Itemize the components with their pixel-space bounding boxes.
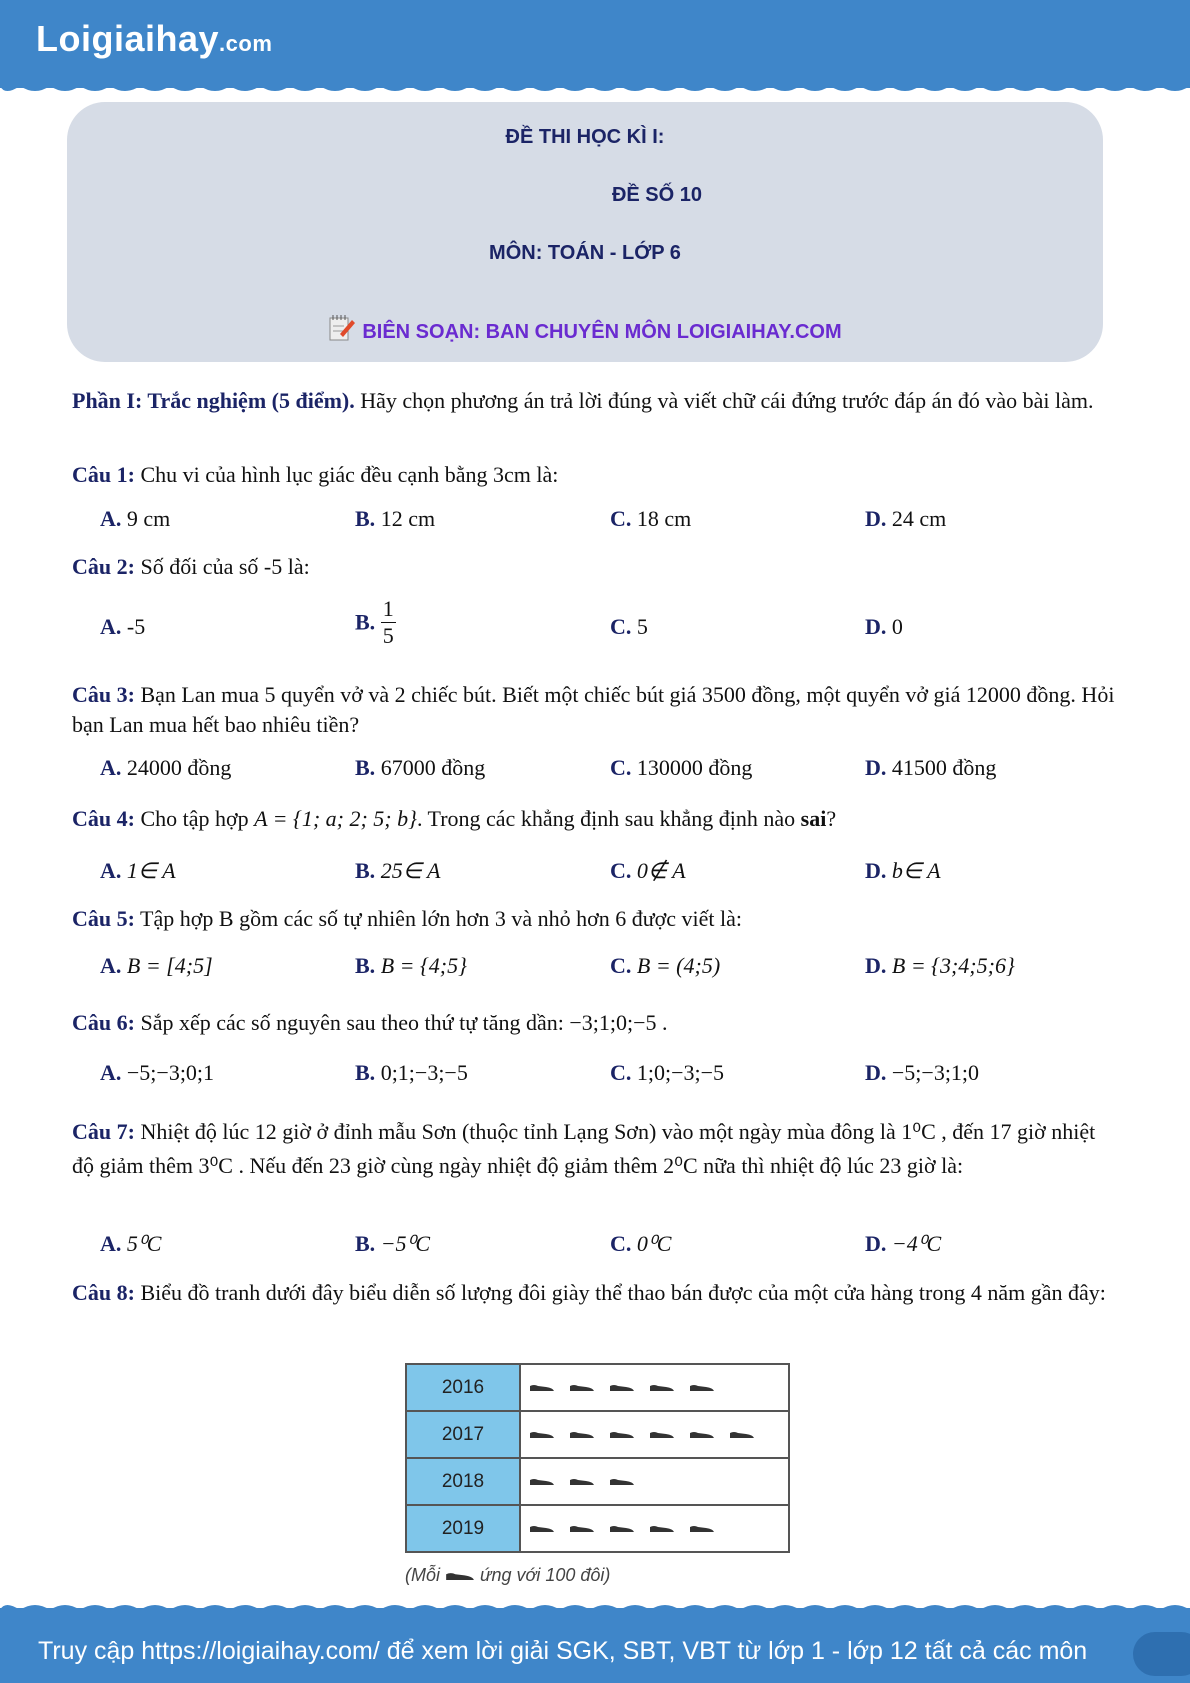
option-key: D. xyxy=(865,1060,887,1085)
caption-suffix: ứng với 100 đôi) xyxy=(480,1565,611,1585)
pictograph-table xyxy=(405,1363,790,1553)
option-c[interactable] xyxy=(610,953,720,979)
option-key: C. xyxy=(610,1060,632,1085)
option-value: 9 cm xyxy=(121,506,171,531)
option-value: 24000 đồng xyxy=(121,755,232,780)
option-value: 24 cm xyxy=(886,506,947,531)
set-expression: A = {1; a; 2; 5; b} xyxy=(254,806,417,831)
shoe-icon xyxy=(689,1430,715,1439)
pictograph-row xyxy=(406,1505,789,1552)
exam-title: ĐỀ THI HỌC KÌ I: xyxy=(505,126,665,148)
option-key: D. xyxy=(865,1231,887,1256)
option-value: −4⁰C xyxy=(886,1231,942,1256)
shoe-icon xyxy=(569,1383,595,1392)
question-text: Số đối của số -5 là: xyxy=(134,554,310,579)
pictograph-shoes xyxy=(520,1505,789,1552)
question-7 xyxy=(72,1115,1122,1183)
exam-subject: MÔN: TOÁN - LỚP 6 xyxy=(489,242,681,264)
option-key: B. xyxy=(355,755,376,780)
option-a[interactable] xyxy=(100,506,170,532)
option-value: B = {3;4;5;6} xyxy=(886,953,1015,978)
fraction-numerator: 1 xyxy=(382,596,394,621)
logo-domain: .com xyxy=(219,31,273,56)
options-q7 xyxy=(100,1231,1120,1261)
shoe-icon xyxy=(445,1570,475,1582)
option-key: A. xyxy=(100,755,122,780)
option-value: −5;−3;1;0 xyxy=(886,1060,980,1085)
option-a[interactable] xyxy=(100,614,145,640)
option-value: b∈ A xyxy=(886,858,941,883)
option-key: A. xyxy=(100,1060,122,1085)
option-key: B. xyxy=(355,953,376,978)
option-a[interactable] xyxy=(100,953,213,979)
question-8 xyxy=(72,1278,1122,1308)
shoe-icon xyxy=(689,1383,715,1392)
option-a[interactable] xyxy=(100,755,231,781)
question-text: Sắp xếp các số nguyên sau theo thứ tự tăng dần: −3;1;0;−5 . xyxy=(134,1010,668,1035)
emphasis-word: sai xyxy=(800,806,827,831)
option-a[interactable] xyxy=(100,858,176,884)
question-label: Câu 2: xyxy=(72,554,135,579)
header-wave xyxy=(0,78,1190,98)
exam-editor xyxy=(67,312,1103,344)
pictograph-shoes xyxy=(520,1411,789,1458)
option-d[interactable] xyxy=(865,858,941,884)
option-value: 0⁰C xyxy=(631,1231,672,1256)
option-b[interactable] xyxy=(355,755,485,781)
option-value: 0∉ A xyxy=(631,858,686,883)
pictograph-year: 2016 xyxy=(406,1364,520,1411)
question-text: . Trong các khẳng định sau khẳng định nào xyxy=(416,806,801,831)
option-key: A. xyxy=(100,614,122,639)
option-c[interactable] xyxy=(610,1231,671,1257)
shoe-icon xyxy=(609,1430,635,1439)
option-key: D. xyxy=(865,953,887,978)
options-q3 xyxy=(100,755,1120,785)
option-key: A. xyxy=(100,858,122,883)
caption-prefix: (Mỗi xyxy=(405,1565,440,1585)
question-text: Bạn Lan mua 5 quyển vở và 2 chiếc bút. Biết một chiếc bút giá 3500 đồng, một quyển vở giá 12000 đồng. Hỏi bạn Lan mua hết bao nhiêu tiền? xyxy=(72,682,1115,737)
pictograph-row xyxy=(406,1458,789,1505)
shoe-icon xyxy=(529,1524,555,1533)
option-value: 5⁰C xyxy=(121,1231,162,1256)
pictograph-caption xyxy=(405,1565,610,1586)
fraction-denominator: 5 xyxy=(382,623,394,648)
question-6 xyxy=(72,1008,1122,1038)
question-label: Câu 3: xyxy=(72,682,135,707)
question-label: Câu 5: xyxy=(72,906,135,931)
option-key: B. xyxy=(355,1060,376,1085)
option-key: D. xyxy=(865,858,887,883)
option-d[interactable] xyxy=(865,506,946,532)
pictograph-shoes xyxy=(520,1364,789,1411)
question-label: Câu 7: xyxy=(72,1119,135,1144)
question-text: Nhiệt độ lúc 12 giờ ở đỉnh mẫu Sơn (thuộc tỉnh Lạng Sơn) vào một ngày mùa đông là 1⁰C , đến 17 giờ nhiệt độ giảm thêm 3⁰C . Nếu đến 23 giờ cùng ngày nhiệt độ giảm thêm 2⁰C nữa thì nhiệt độ lúc 23 giờ là: xyxy=(72,1119,1096,1178)
option-key: A. xyxy=(100,506,122,531)
option-key: B. xyxy=(355,609,376,635)
editor-text: BIÊN SOẠN: BAN CHUYÊN MÔN LOIGIAIHAY.COM xyxy=(362,321,842,343)
question-3 xyxy=(72,680,1122,740)
pictograph-year: 2018 xyxy=(406,1458,520,1505)
question-text: Cho tập hợp xyxy=(134,806,255,831)
option-key: B. xyxy=(355,858,376,883)
question-text: Chu vi của hình lục giác đều cạnh bằng 3cm là: xyxy=(134,462,559,487)
option-key: D. xyxy=(865,755,887,780)
site-header xyxy=(0,0,1190,88)
options-q2 xyxy=(100,596,1120,648)
option-b[interactable] xyxy=(355,1060,468,1086)
option-b[interactable] xyxy=(355,596,396,649)
fraction xyxy=(381,596,396,649)
pictograph-shoes xyxy=(520,1458,789,1505)
option-value: 18 cm xyxy=(631,506,692,531)
option-key: A. xyxy=(100,1231,122,1256)
option-key: C. xyxy=(610,755,632,780)
option-a[interactable] xyxy=(100,1060,214,1086)
option-value: 67000 đồng xyxy=(375,755,486,780)
site-logo[interactable] xyxy=(36,18,272,60)
section-label: Phần I: Trắc nghiệm (5 điểm). xyxy=(72,388,355,413)
pictograph-year: 2017 xyxy=(406,1411,520,1458)
option-value: 41500 đồng xyxy=(886,755,997,780)
question-5 xyxy=(72,904,1122,934)
shoe-icon xyxy=(609,1477,635,1486)
options-q1 xyxy=(100,506,1120,536)
shoe-icon xyxy=(649,1524,675,1533)
shoe-icon xyxy=(729,1430,755,1439)
question-text: ? xyxy=(826,806,837,831)
shoe-icon xyxy=(609,1524,635,1533)
option-value: 25∈ A xyxy=(375,858,441,883)
option-value: 1∈ A xyxy=(121,858,176,883)
option-key: C. xyxy=(610,1231,632,1256)
exam-title-box xyxy=(67,102,1103,362)
option-c[interactable] xyxy=(610,1060,724,1086)
option-d[interactable] xyxy=(865,614,903,640)
option-c[interactable] xyxy=(610,614,648,640)
pictograph-year: 2019 xyxy=(406,1505,520,1552)
question-label: Câu 1: xyxy=(72,462,135,487)
option-key: B. xyxy=(355,1231,376,1256)
question-4 xyxy=(72,804,1122,834)
question-label: Câu 8: xyxy=(72,1280,135,1305)
option-value: B = [4;5] xyxy=(121,953,213,978)
option-value: 0;1;−3;−5 xyxy=(375,1060,468,1085)
question-2 xyxy=(72,552,1122,582)
question-label: Câu 6: xyxy=(72,1010,135,1035)
shoe-icon xyxy=(569,1430,595,1439)
option-value: 130000 đồng xyxy=(631,755,753,780)
option-key: B. xyxy=(355,506,376,531)
question-text: Biểu đồ tranh dưới đây biểu diễn số lượng đôi giày thể thao bán được của một cửa hàng trong 4 năm gần đây: xyxy=(134,1280,1106,1305)
option-c[interactable] xyxy=(610,755,752,781)
exam-number: ĐỀ SỐ 10 xyxy=(611,184,703,206)
option-d[interactable] xyxy=(865,755,996,781)
shoe-icon xyxy=(529,1477,555,1486)
option-value: B = (4;5) xyxy=(631,953,721,978)
shoe-icon xyxy=(569,1524,595,1533)
option-d[interactable] xyxy=(865,953,1015,979)
option-key: C. xyxy=(610,858,632,883)
option-value: 12 cm xyxy=(375,506,436,531)
shoe-icon xyxy=(609,1383,635,1392)
section-intro xyxy=(72,386,1122,416)
option-c[interactable] xyxy=(610,506,691,532)
notepad-pen-icon xyxy=(328,312,356,342)
option-value: −5⁰C xyxy=(375,1231,431,1256)
footer-button[interactable] xyxy=(1133,1632,1190,1676)
option-b[interactable] xyxy=(355,953,467,979)
option-key: C. xyxy=(610,506,632,531)
option-value: 5 xyxy=(631,614,648,639)
logo-text: Loigiaihay xyxy=(36,18,220,59)
option-b[interactable] xyxy=(355,1231,430,1257)
section-text: Hãy chọn phương án trả lời đúng và viết chữ cái đứng trước đáp án đó vào bài làm. xyxy=(354,388,1094,413)
option-key: D. xyxy=(865,506,887,531)
pictograph-grid xyxy=(405,1363,790,1553)
question-1 xyxy=(72,460,1122,490)
options-q6 xyxy=(100,1060,1120,1090)
footer-link-text[interactable]: Truy cập https://loigiaihay.com/ để xem lời giải SGK, SBT, VBT từ lớp 1 - lớp 12 tất cả các môn xyxy=(38,1637,1088,1665)
shoe-icon xyxy=(649,1430,675,1439)
option-value: 1;0;−3;−5 xyxy=(631,1060,725,1085)
question-text: Tập hợp B gồm các số tự nhiên lớn hơn 3 và nhỏ hơn 6 được viết là: xyxy=(134,906,743,931)
options-q5 xyxy=(100,953,1120,983)
option-key: D. xyxy=(865,614,887,639)
option-key: A. xyxy=(100,953,122,978)
shoe-icon xyxy=(649,1383,675,1392)
option-b[interactable] xyxy=(355,506,435,532)
option-value: B = {4;5} xyxy=(375,953,467,978)
option-key: C. xyxy=(610,614,632,639)
option-c[interactable] xyxy=(610,858,686,884)
pictograph-row xyxy=(406,1411,789,1458)
option-value: 0 xyxy=(886,614,903,639)
option-a[interactable] xyxy=(100,1231,161,1257)
shoe-icon xyxy=(569,1477,595,1486)
option-key: C. xyxy=(610,953,632,978)
options-q4 xyxy=(100,858,1120,888)
option-b[interactable] xyxy=(355,858,440,884)
question-label: Câu 4: xyxy=(72,806,135,831)
shoe-icon xyxy=(529,1383,555,1392)
shoe-icon xyxy=(689,1524,715,1533)
pictograph-row xyxy=(406,1364,789,1411)
option-d[interactable] xyxy=(865,1060,979,1086)
option-d[interactable] xyxy=(865,1231,941,1257)
option-value: -5 xyxy=(121,614,146,639)
option-value: −5;−3;0;1 xyxy=(121,1060,215,1085)
shoe-icon xyxy=(529,1430,555,1439)
